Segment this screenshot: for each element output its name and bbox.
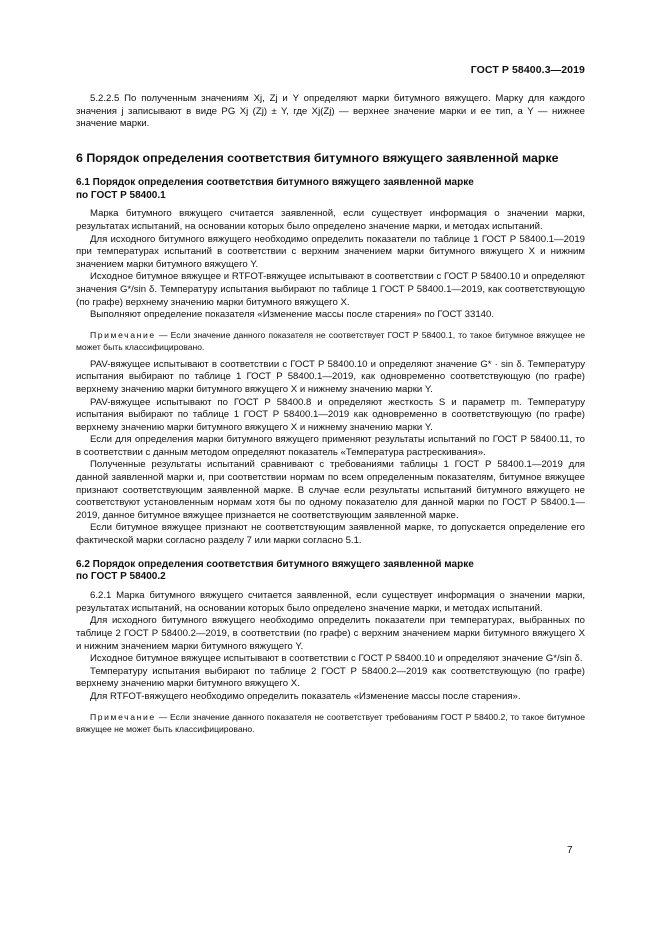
note-label: Примечание [90,711,156,722]
paragraph-6-2-2: Для исходного битумного вяжущего необходимо определить показатели при температурах, выбранных по таблице 2 ГОСТ Р 58400.2—2019, в соответствии (по графе) с верхним значением марки битумного вяжущего X и нижним значением марки битумного вяжущего Y. [76,615,585,652]
subsection-6-1-title [76,177,585,203]
note-6-1 [76,329,585,353]
note-6-2 [76,711,585,735]
paragraph-6-1-8: Полученные результаты испытаний сравнивают с требованиями таблицы 1 ГОСТ Р 58400.1—2019 для данной заявленной марки и, при соответствии нормам по всем определенным показателям, битумное вяжущее признают соответствующим заявленной марке. В случае если результаты испытаний битумного вяжущего не соответствуют установленным нормам хотя бы по одному показателю для данной марки по ГОСТ Р 58400.1—2019, данное битумное вяжущее признается не соответствующим заявленной марке. [76,459,585,521]
page-content [76,93,585,741]
subsection-6-2-title-line1: 6.2 Порядок определения соответствия битумного вяжущего заявленной марке [76,558,474,570]
paragraph-6-2-3: Исходное битумное вяжущее испытывают в соответствии с ГОСТ Р 58400.10 и определяют значение G*/sin δ. [90,653,583,665]
section-6-title: 6 Порядок определения соответствия битумного вяжущего заявленной марке [76,150,559,165]
paragraph-6-1-4: Выполняют определение показателя «Изменение массы после старения» по ГОСТ 33140. [90,309,494,321]
note-text: — Если значение данного показателя не соответствует ГОСТ Р 58400.1, то такое битумное вяжущее не может быть классифицировано. [76,329,585,352]
document-id-header: ГОСТ Р 58400.3—2019 [470,64,585,76]
page-number: 7 [567,845,573,856]
paragraph-5-2-2-5: 5.2.2.5 По полученным значениям Xj, Zj и Y определяют марки битумного вяжущего. Марку для каждого значения j записывают в виде PG Xj (Zj) ± Y, где Xj(Zj) — верхнее значение марки и ее тип, а Y — нижнее значение марки. [76,93,585,130]
paragraph-6-1-1: Марка битумного вяжущего считается заявленной, если существует информация о значении марки, результатах испытаний, на основании которых было определено значение марки, и методах испытаний. [76,208,585,232]
paragraph-6-1-5: PAV-вяжущее испытывают в соответствии с ГОСТ Р 58400.10 и определяют значение G* · sin δ. Температуру испытания выбирают по таблице 1 ГОСТ Р 58400.1—2019, как одновременно соответствующую (по графе) верхнему значению марки битумного вяжущего X и нижнему значению марки Y. [76,358,585,395]
paragraph-6-2-5: Для RTFOT-вяжущего необходимо определить показатель «Изменение массы после старения». [90,690,521,702]
paragraph-6-1-9: Если битумное вяжущее признают не соответствующим заявленной марке, то допускается определение его фактической марки согласно разделу 7 или марки согласно 5.1. [76,522,585,547]
subsection-6-2-title [76,559,585,585]
note-label: Примечание [90,329,156,340]
paragraph-6-1-7: Если для определения марки битумного вяжущего применяют результаты испытаний по ГОСТ Р 58400.11, то в соответствии с данным методом определяют показатель «Температура растрескивания». [76,434,585,458]
subsection-6-1-title-line2: по ГОСТ Р 58400.1 [76,189,166,201]
subsection-6-1-title-line1: 6.1 Порядок определения соответствия битумного вяжущего заявленной марке [76,176,474,188]
subsection-6-2-title-line2: по ГОСТ Р 58400.2 [76,571,166,583]
paragraph-6-2-1: 6.2.1 Марка битумного вяжущего считается заявленной, если существует информация о значении марки, результатах испытаний, на основании которых было определено значение марки, и методах испытаний. [76,590,585,614]
paragraph-6-2-4: Температуру испытания выбирают по таблице 2 ГОСТ Р 58400.2—2019 как соответствующую (по графе) верхнему значению марки битумного вяжущего X. [76,665,585,690]
paragraph-6-1-2: Для исходного битумного вяжущего необходимо определить показатели по таблице 1 ГОСТ Р 58400.1—2019 при температурах испытаний в соответствии с верхним значением марки битумного вяжущего X и нижним значением марки битумного вяжущего Y. [76,233,585,270]
paragraph-6-1-3: Исходное битумное вяжущее и RTFOT-вяжущее испытывают в соответствии с ГОСТ Р 58400.10 и определяют значения G*/sin δ. Температуру испытания выбирают по таблице 1 ГОСТ Р 58400.1—2019, как соответствующую (по графе) верхнему значению марки битумного вяжущего X. [76,271,585,308]
paragraph-6-1-6: PAV-вяжущее испытывают по ГОСТ Р 58400.8 и определяют жесткость S и параметр m. Температуру испытания выбирают по таблице 1 ГОСТ Р 58400.1—2019 как одновременно в соответствующую (по графе) верхнему значению марки битумного вяжущего X и нижнему значению марки Y. [76,396,585,433]
note-text: — Если значение данного показателя не соответствует требованиям ГОСТ Р 58400.2, то такое битумное вяжущее не может быть классифицировано. [76,711,585,734]
